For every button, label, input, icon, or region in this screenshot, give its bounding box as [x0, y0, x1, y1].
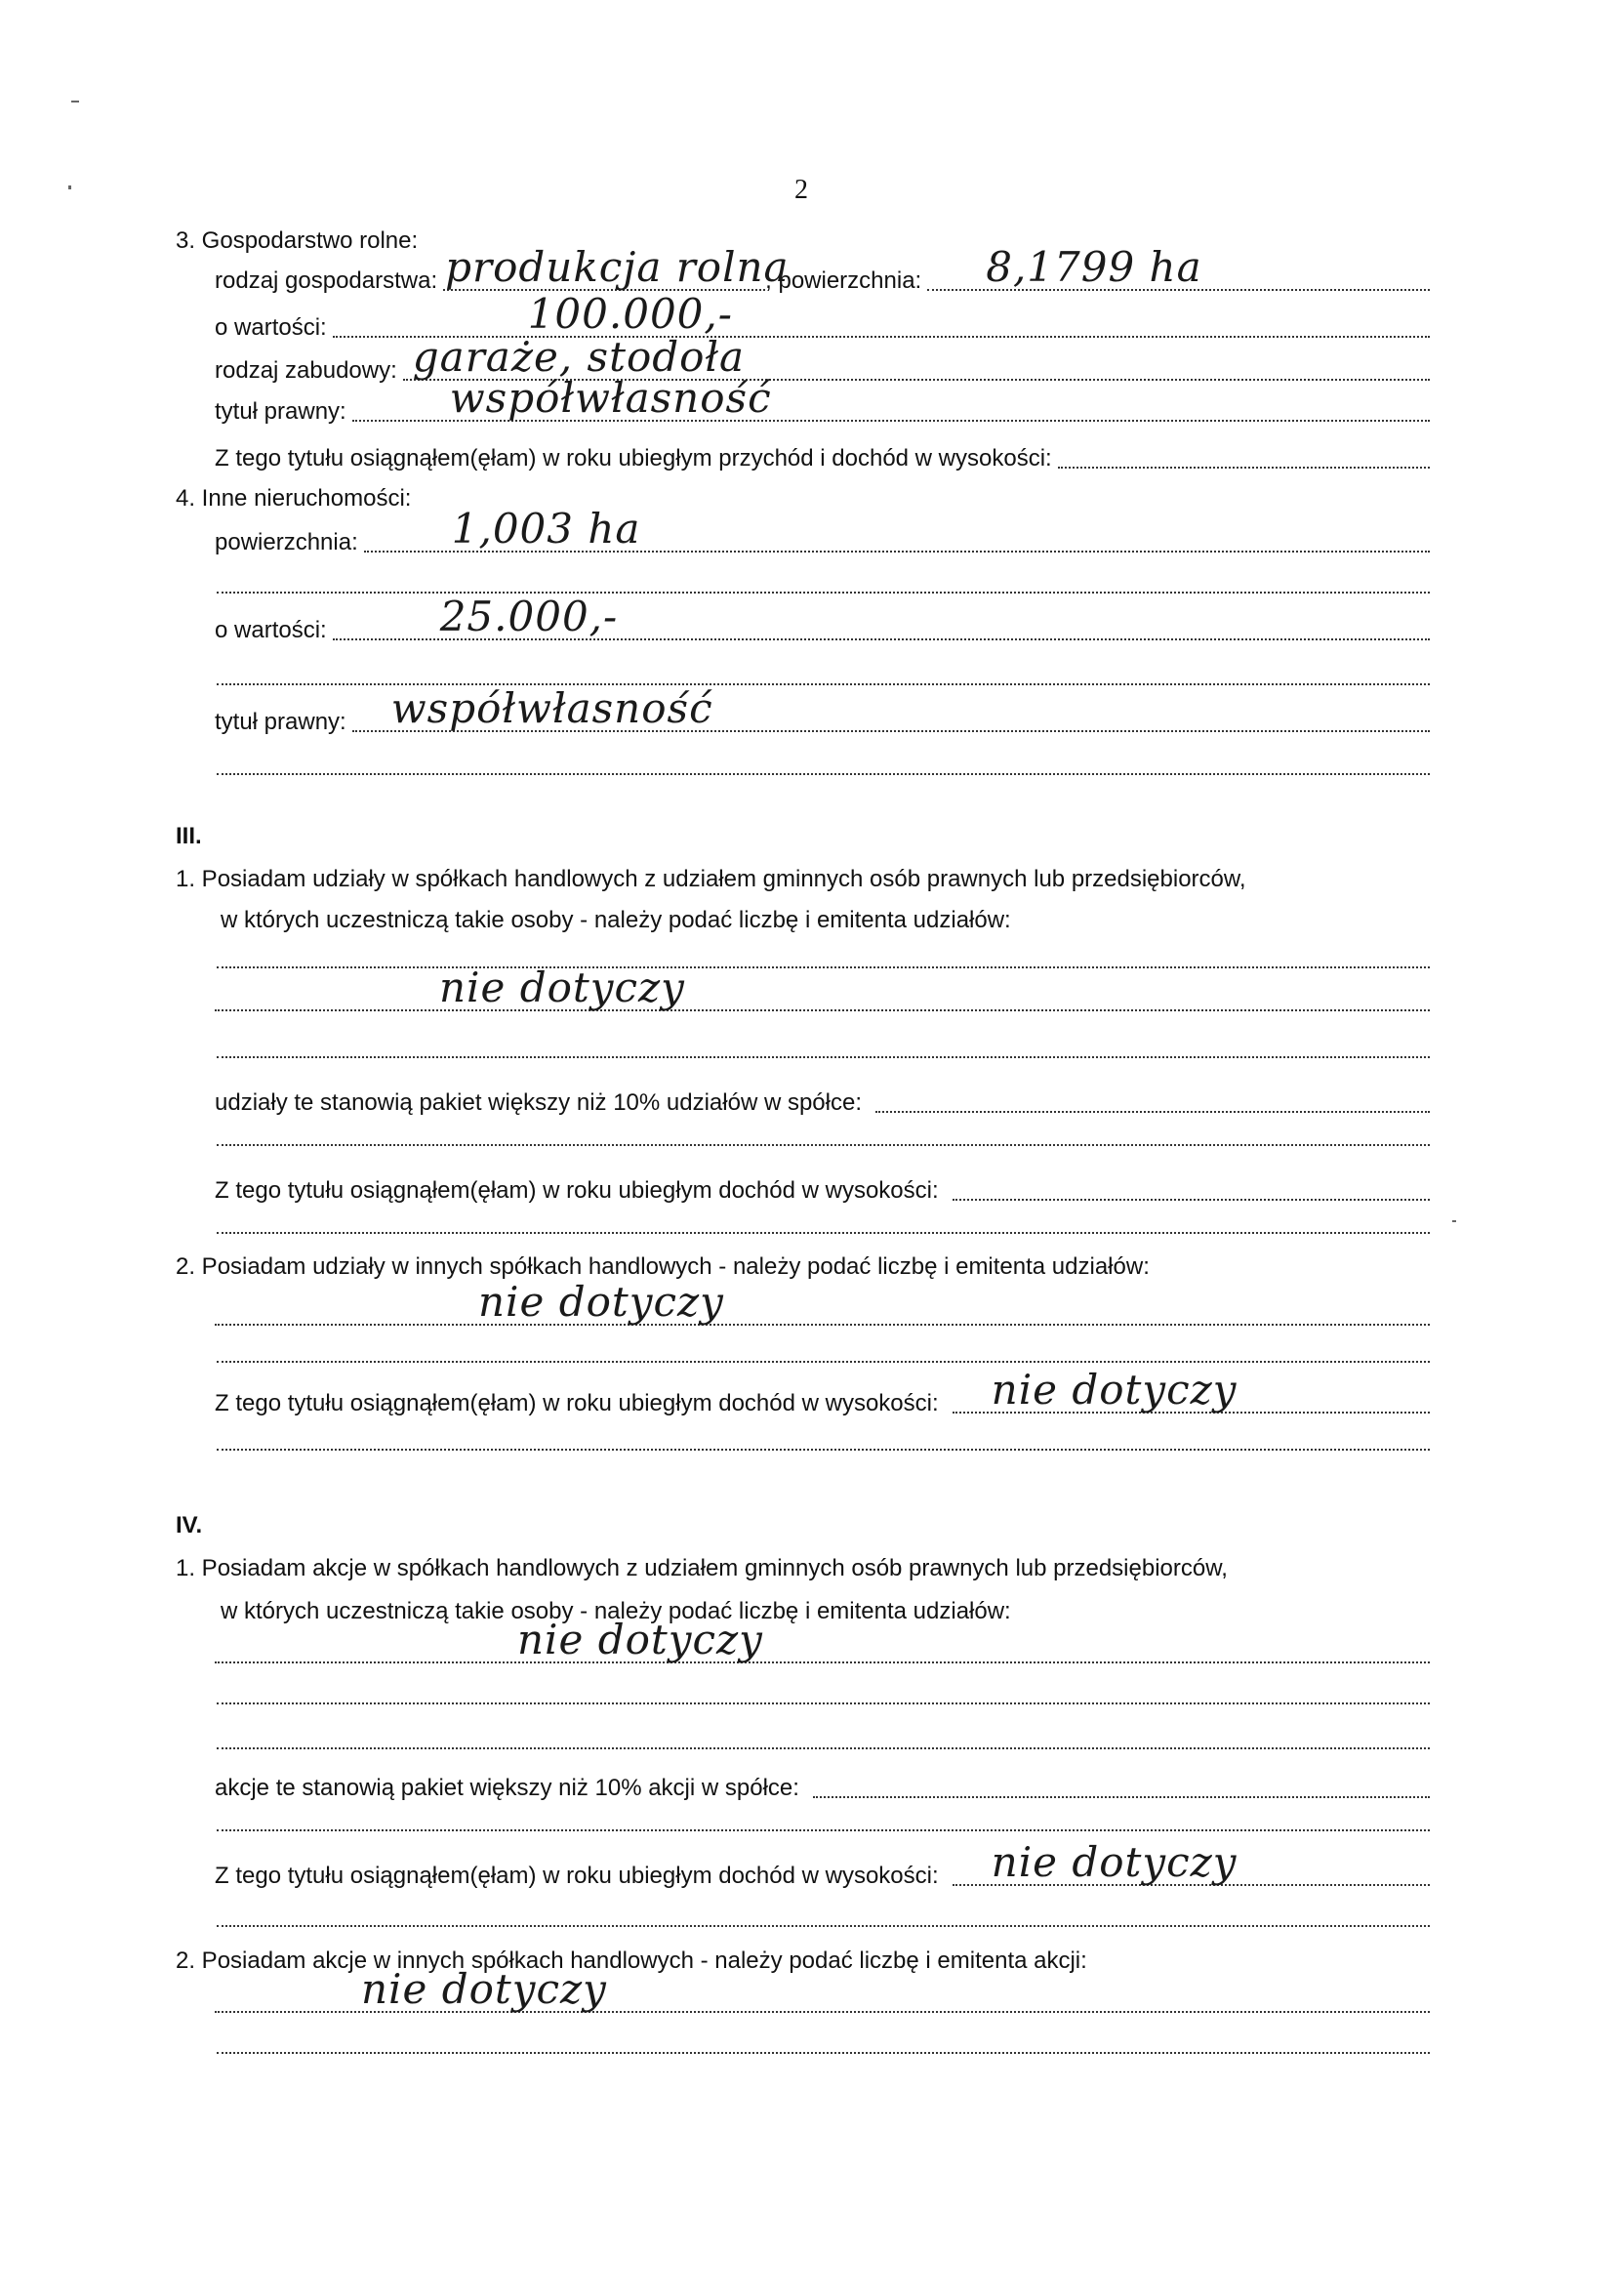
III-2-income-field[interactable]: [953, 1366, 1430, 1414]
III-1-income-label: Z tego tytułu osiągnąłem(ęłam) w roku ubiegłym dochód w wysokości:: [215, 1177, 939, 1204]
III-1-text-line1: 1. Posiadam udziały w spółkach handlowych z udziałem gminnych osób prawnych lub przedsiębiorców,: [176, 866, 1246, 892]
IV-1-income-value: nie dotyczy: [991, 1838, 1238, 1886]
IV-1-income-extra-line[interactable]: [217, 1925, 1430, 1927]
IV-1-income-label: Z tego tytułu osiągnąłem(ęłam) w roku ubiegłym dochód w wysokości:: [215, 1863, 939, 1889]
farm-title-value: współwłasność: [449, 374, 772, 422]
III-1-answer-row: [215, 964, 1430, 1015]
III-2-income-extra-line[interactable]: [217, 1449, 1430, 1451]
farm-income-label: Z tego tytułu osiągnąłem(ęłam) w roku ubiegłym przychód i dochód w wysokości:: [215, 445, 1052, 472]
III-2-income-label: Z tego tytułu osiągnąłem(ęłam) w roku ubiegłym dochód w wysokości:: [215, 1390, 939, 1416]
III-1-answer-value: nie dotyczy: [439, 964, 685, 1011]
page-number: 2: [794, 175, 808, 205]
scan-speck: [71, 101, 79, 102]
IV-1-answer-row: [215, 1616, 1430, 1667]
section-IV-heading: IV.: [176, 1512, 203, 1538]
IV-2-answer-row: [215, 1965, 1430, 2017]
farm-value-field[interactable]: [333, 290, 1430, 338]
III-1-text-line2: w których uczestniczą takie osoby - należy podać liczbę i emitenta udziałów:: [221, 907, 1011, 933]
III-1-answer-field[interactable]: [215, 966, 1430, 1011]
farm-income-field[interactable]: [1058, 424, 1430, 469]
scan-speck: [1452, 1220, 1456, 1222]
property-value-row: [215, 593, 1430, 644]
farm-value-label: o wartości:: [215, 314, 327, 341]
III-2-answer-row: [215, 1278, 1430, 1330]
property-area-row: [215, 505, 1430, 556]
farm-income-row: [215, 430, 1430, 472]
IV-2-answer-extra-line[interactable]: [217, 2052, 1430, 2054]
property-area-value: 1,003 ha: [451, 505, 641, 553]
property-title-row: [215, 684, 1430, 736]
III-1-pakiet-field[interactable]: [875, 1068, 1430, 1113]
IV-1-text-line2: w których uczestniczą takie osoby - należy podać liczbę i emitenta udziałów:: [221, 1598, 1011, 1624]
farm-area-field[interactable]: [927, 243, 1430, 291]
III-1-income-row: [215, 1162, 1430, 1205]
farm-buildings-value: garaże, stodoła: [412, 333, 746, 381]
property-area-extra-line[interactable]: [217, 592, 1430, 594]
IV-1-pakiet-label: akcje te stanowią pakiet większy niż 10% akcji w spółce:: [215, 1775, 799, 1801]
III-2-income-row: [215, 1366, 1430, 1417]
property-area-label: powierzchnia:: [215, 529, 358, 555]
section-III-heading: III.: [176, 823, 202, 849]
III-1-income-extra-line[interactable]: [217, 1232, 1430, 1234]
property-title-value: współwłasność: [390, 684, 713, 732]
III-2-answer-field[interactable]: [215, 1278, 1430, 1326]
III-2-text-line1: 2. Posiadam udziały w innych spółkach handlowych - należy podać liczbę i emitenta udziałów:: [176, 1253, 1150, 1280]
farm-type-row: [215, 243, 1430, 295]
section-3-heading: 3. Gospodarstwo rolne:: [176, 227, 419, 254]
IV-2-answer-value: nie dotyczy: [361, 1965, 607, 2013]
IV-1-pakiet-field[interactable]: [813, 1753, 1430, 1798]
IV-2-text-line1: 2. Posiadam akcje w innych spółkach handlowych - należy podać liczbę i emitenta akcji:: [176, 1948, 1087, 1974]
III-1-pakiet-label: udziały te stanowią pakiet większy niż 10% udziałów w spółce:: [215, 1089, 862, 1116]
IV-1-pakiet-row: [215, 1759, 1430, 1802]
farm-area-label: , powierzchnia:: [765, 267, 922, 294]
property-title-label: tytuł prawny:: [215, 709, 346, 735]
farm-title-field[interactable]: [352, 374, 1430, 422]
IV-1-answer-extra-line[interactable]: [217, 1747, 1430, 1749]
IV-1-income-row: [215, 1838, 1430, 1890]
IV-1-answer-extra-line[interactable]: [217, 1702, 1430, 1704]
farm-type-label: rodzaj gospodarstwa:: [215, 267, 438, 294]
IV-1-pakiet-extra-line[interactable]: [217, 1829, 1430, 1831]
farm-type-field[interactable]: [443, 243, 790, 291]
III-1-income-field[interactable]: [953, 1156, 1430, 1201]
IV-1-income-field[interactable]: [953, 1838, 1430, 1886]
farm-title-label: tytuł prawny:: [215, 398, 346, 425]
farm-value-value: 100.000,-: [527, 290, 733, 338]
property-title-field[interactable]: [352, 684, 1430, 732]
IV-1-answer-field[interactable]: [215, 1616, 1430, 1663]
III-2-income-value: nie dotyczy: [991, 1366, 1238, 1414]
property-value-value: 25.000,-: [439, 593, 619, 640]
farm-buildings-label: rodzaj zabudowy:: [215, 357, 397, 384]
III-2-answer-value: nie dotyczy: [478, 1278, 724, 1326]
property-value-field[interactable]: [333, 595, 1430, 640]
III-1-pakiet-extra-line[interactable]: [217, 1144, 1430, 1146]
property-value-label: o wartości:: [215, 617, 327, 643]
IV-2-answer-field[interactable]: [215, 1965, 1430, 2013]
III-1-pakiet-row: [215, 1074, 1430, 1117]
IV-1-answer-value: nie dotyczy: [517, 1616, 763, 1663]
farm-title-row: [215, 374, 1430, 426]
property-title-extra-line[interactable]: [217, 773, 1430, 775]
farm-type-value: produkcja rolna: [445, 243, 790, 291]
IV-1-text-line1: 1. Posiadam akcje w spółkach handlowych z udziałem gminnych osób prawnych lub przedsiębiorców,: [176, 1555, 1228, 1581]
property-area-field[interactable]: [364, 505, 1430, 553]
III-1-answer-line[interactable]: [217, 1056, 1430, 1058]
scan-speck: [68, 185, 71, 189]
III-2-answer-extra-line[interactable]: [217, 1361, 1430, 1363]
farm-area-value: 8,1799 ha: [986, 243, 1202, 291]
section-4-heading: 4. Inne nieruchomości:: [176, 485, 412, 512]
